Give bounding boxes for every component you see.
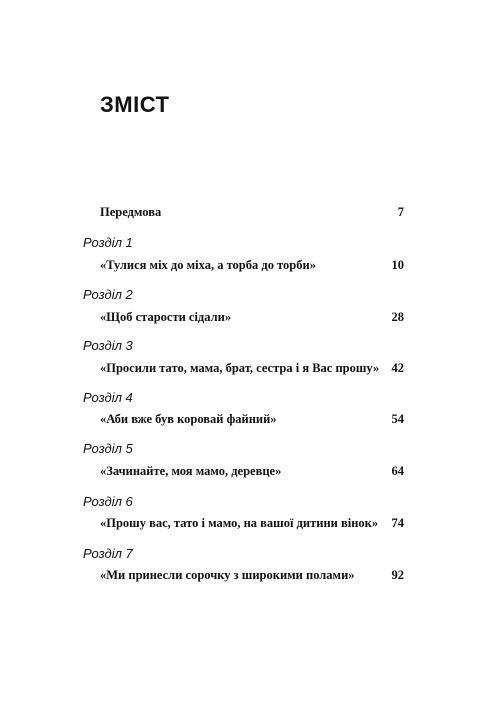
chapter-label-5: Розділ 5 <box>83 441 133 456</box>
chapter-label-6: Розділ 6 <box>83 494 133 509</box>
chapter-label-2: Розділ 2 <box>83 287 133 302</box>
toc-entry-title: «Зачинайте, моя мамо, деревце» <box>100 464 282 478</box>
toc-entry-chapter-3[interactable] <box>100 360 404 376</box>
toc-entry-title: «Аби вже був коровай файний» <box>100 412 277 426</box>
toc-entry-preface[interactable] <box>100 204 404 220</box>
toc-entry-chapter-6[interactable] <box>100 515 404 531</box>
toc-entry-title: «Просили тато, мама, брат, сестра і я Вас прошу» <box>100 361 380 375</box>
chapter-label-4: Розділ 4 <box>83 390 133 405</box>
toc-entry-chapter-1[interactable] <box>100 257 404 273</box>
toc-entry-chapter-5[interactable] <box>100 463 404 479</box>
toc-entry-title: Передмова <box>100 205 162 219</box>
toc-entry-chapter-2[interactable] <box>100 309 404 325</box>
chapter-label-7: Розділ 7 <box>83 546 133 561</box>
toc-entry-page: 7 <box>397 205 404 219</box>
toc-entry-title: «Прошу вас, тато і мамо, на вашої дитини вінок» <box>100 516 379 530</box>
toc-entry-title: «Ми принесли сорочку з широкими полами» <box>100 568 355 582</box>
toc-entry-title: «Щоб старости сідали» <box>100 310 232 324</box>
toc-entry-chapter-7[interactable] <box>100 567 404 583</box>
toc-entry-page: 10 <box>391 258 404 272</box>
page-title: ЗМІСТ <box>100 92 170 117</box>
toc-entry-page: 92 <box>391 568 404 582</box>
chapter-label-3: Розділ 3 <box>83 338 133 353</box>
toc-entry-page: 64 <box>391 464 404 478</box>
toc-entry-title: «Тулися міх до міха, а торба до торби» <box>100 258 316 272</box>
toc-entry-page: 74 <box>391 516 404 530</box>
toc-entry-page: 54 <box>391 412 404 426</box>
toc-entry-page: 42 <box>391 361 404 375</box>
toc-entry-page: 28 <box>391 310 404 324</box>
toc-entry-chapter-4[interactable] <box>100 411 404 427</box>
chapter-label-1: Розділ 1 <box>83 235 133 250</box>
